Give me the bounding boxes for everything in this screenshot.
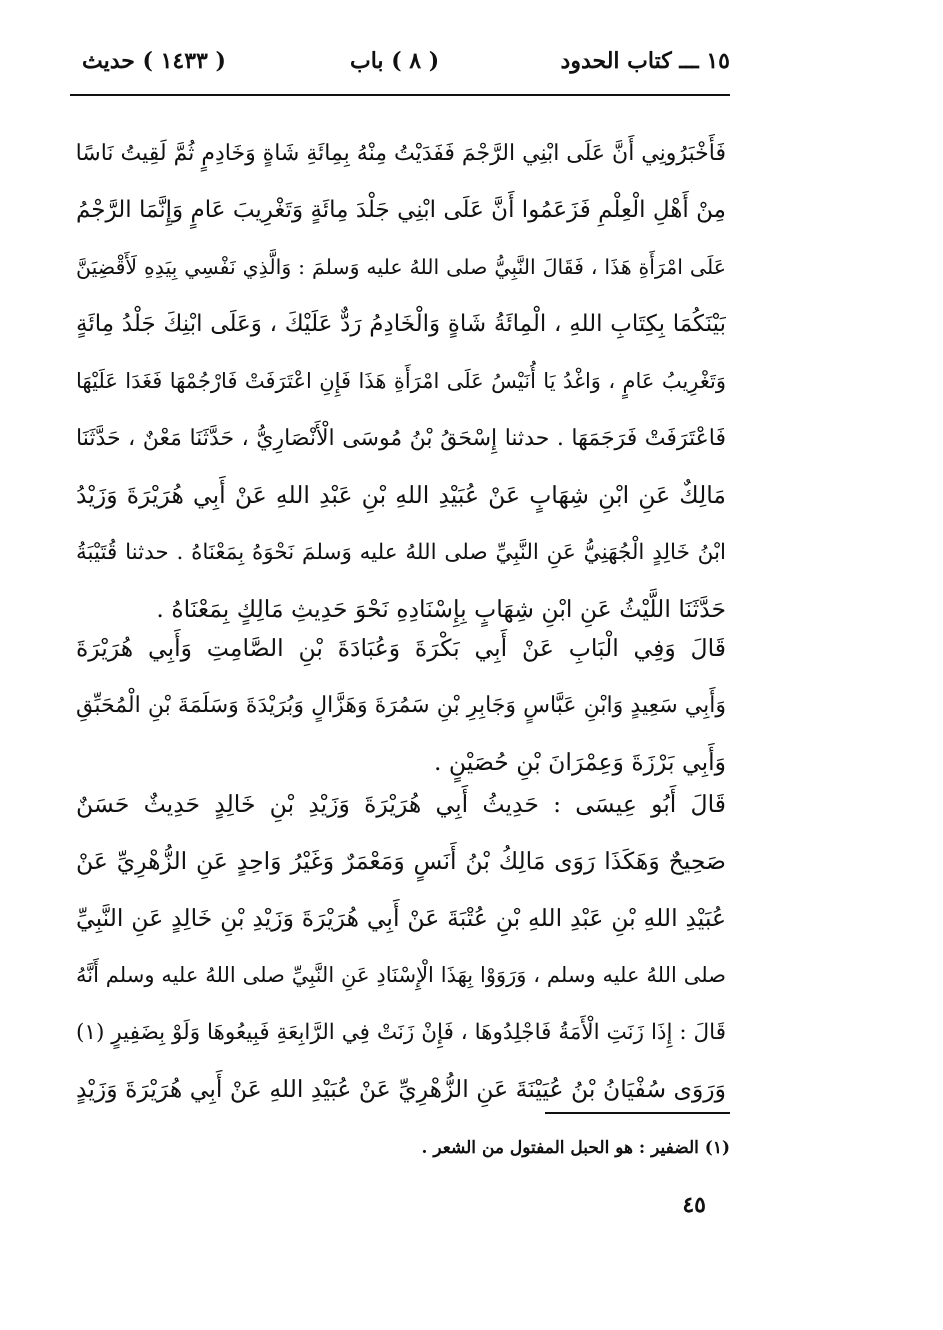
text-line: وَرَوَى سُفْيَانُ بْنُ عُيَيْنَةَ عَنِ الزُّهْرِيِّ عَنْ عُبَيْدِ اللهِ عَنْ أَبِي هُرَيْرَةَ وَزَيْدٍ bbox=[76, 1075, 726, 1103]
header-rule bbox=[70, 94, 730, 96]
text-line: وَأَبِي بَرْزَةَ وَعِمْرَانَ بْنِ حُصَيْنٍ . bbox=[433, 748, 726, 776]
text-line: مَالِكٌ عَنِ ابْنِ شِهَابٍ عَنْ عُبَيْدِ اللهِ بْنِ عَبْدِ اللهِ عَنْ أَبِي هُرَيْرَةَ وَزَيْدُ bbox=[76, 481, 726, 509]
text-line: قَالَ أَبُو عِيسَى : حَدِيثُ أَبِي هُرَيْرَةَ وَزَيْدِ بْنِ خَالِدٍ حَدِيثٌ حَسَنٌ bbox=[76, 790, 726, 818]
paragraph-abu-isa bbox=[76, 776, 726, 1118]
text-line: قَالَ وَفِي الْبَابِ عَنْ أَبِي بَكْرَةَ وَعُبَادَةَ بْنِ الصَّامِتِ وَأَبِي هُرَيْرَةَ bbox=[76, 634, 726, 662]
text-line: صلى اللهُ عليه وسلم ، وَرَوَوْا بِهَذَا الْإِسْنَادِ عَنِ النَّبِيِّ صلى اللهُ عليه وسلم أَنَّهُ bbox=[76, 963, 726, 987]
text-line: بَيْنَكُمَا بِكِتَابِ اللهِ ، الْمِائَةُ شَاةٍ وَالْخَادِمُ رَدٌّ عَلَيْكَ ، وَعَلَى ابْنِكَ جَلْدُ مِائَةٍ bbox=[76, 311, 726, 337]
page-number: ٤٥ bbox=[682, 1192, 706, 1218]
text-line: صَحِيحٌ وَهَكَذَا رَوَى مَالِكُ بْنُ أَنَسٍ وَمَعْمَرٌ وَغَيْرُ وَاحِدٍ عَنِ الزُّهْرِيِّ عَنْ bbox=[76, 847, 726, 875]
text-line: وَتَغْرِيبُ عَامٍ ، وَاغْدُ يَا أُنَيْسُ عَلَى امْرَأَةِ هَذَا فَإِنِ اعْتَرَفَتْ فَارْجُمْهَا فَغَدَا عَلَيْهَا bbox=[76, 369, 726, 393]
paragraph-hadith-text bbox=[76, 125, 726, 638]
text-line: فَأَخْبَرُونِي أَنَّ عَلَى ابْنِي الرَّجْمَ فَفَدَيْتُ مِنْهُ بِمِائَةِ شَاةٍ وَخَادِمٍ ثُمَّ لَقِيتُ نَاسًا bbox=[76, 141, 726, 166]
text-line: حَدَّثَنَا اللَّيْثُ عَنِ ابْنِ شِهَابٍ بِإِسْنَادِهِ نَحْوَ حَدِيثِ مَالِكٍ بِمَعْنَاهُ . bbox=[156, 595, 726, 623]
paragraph-bab bbox=[76, 620, 726, 791]
book-title: ١٥ ـــ كتاب الحدود bbox=[560, 48, 730, 74]
text-line: عَلَى امْرَأَةِ هَذَا ، فَقَالَ النَّبِيُّ صلى اللهُ عليه وَسلمَ : وَالَّذِي نَفْسِي بِيَدِهِ لَأَقْضِيَنَّ bbox=[76, 255, 726, 279]
text-line: مِنْ أَهْلِ الْعِلْمِ فَزَعَمُوا أَنَّ عَلَى ابْنِي جَلْدَ مِائَةٍ وَتَغْرِيبَ عَامٍ وَإِنَّمَا الرَّجْمُ bbox=[76, 197, 726, 223]
footnote-rule bbox=[545, 1112, 730, 1114]
text-line: قَالَ : إِذَا زَنَتِ الْأَمَةُ فَاجْلِدُوهَا ، فَإِنْ زَنَتْ فِي الرَّابِعَةِ فَبِيعُوهَا وَلَوْ بِضَفِيرٍ (١) bbox=[76, 1020, 726, 1045]
text-line: عُبَيْدِ اللهِ بْنِ عَبْدِ اللهِ بْنِ عُتْبَةَ عَنْ أَبِي هُرَيْرَةَ وَزَيْدِ بْنِ خَالِدٍ عَنِ النَّبِيِّ bbox=[76, 904, 726, 932]
text-line: وَأَبِي سَعِيدٍ وَابْنِ عَبَّاسٍ وَجَابِرِ بْنِ سَمُرَةَ وَهَزَّالٍ وَبُرَيْدَةَ وَسَلَمَةَ بْنِ الْمُحَبِّقِ bbox=[76, 693, 726, 718]
running-header bbox=[70, 48, 730, 92]
text-line: ابْنُ خَالِدٍ الْجُهَنِيُّ عَنِ النَّبِيِّ صلى اللهُ عليه وَسلمَ نَحْوَهُ بِمَعْنَاهُ . حدثنا قُتَيْبَةُ bbox=[76, 540, 726, 565]
footnote: (١) الضفير : هو الحبل المفتول من الشعر . bbox=[421, 1138, 730, 1158]
text-line: فَاعْتَرَفَتْ فَرَجَمَهَا . حدثنا إِسْحَقُ بْنُ مُوسَى الْأَنْصَارِيُّ ، حَدَّثَنَا مَعْنٌ ، حَدَّثَنَا bbox=[76, 426, 726, 451]
hadith-number: ( ١٤٣٣ ) حديث bbox=[82, 48, 226, 74]
chapter-label: ( ٨ ) باب bbox=[350, 48, 440, 74]
